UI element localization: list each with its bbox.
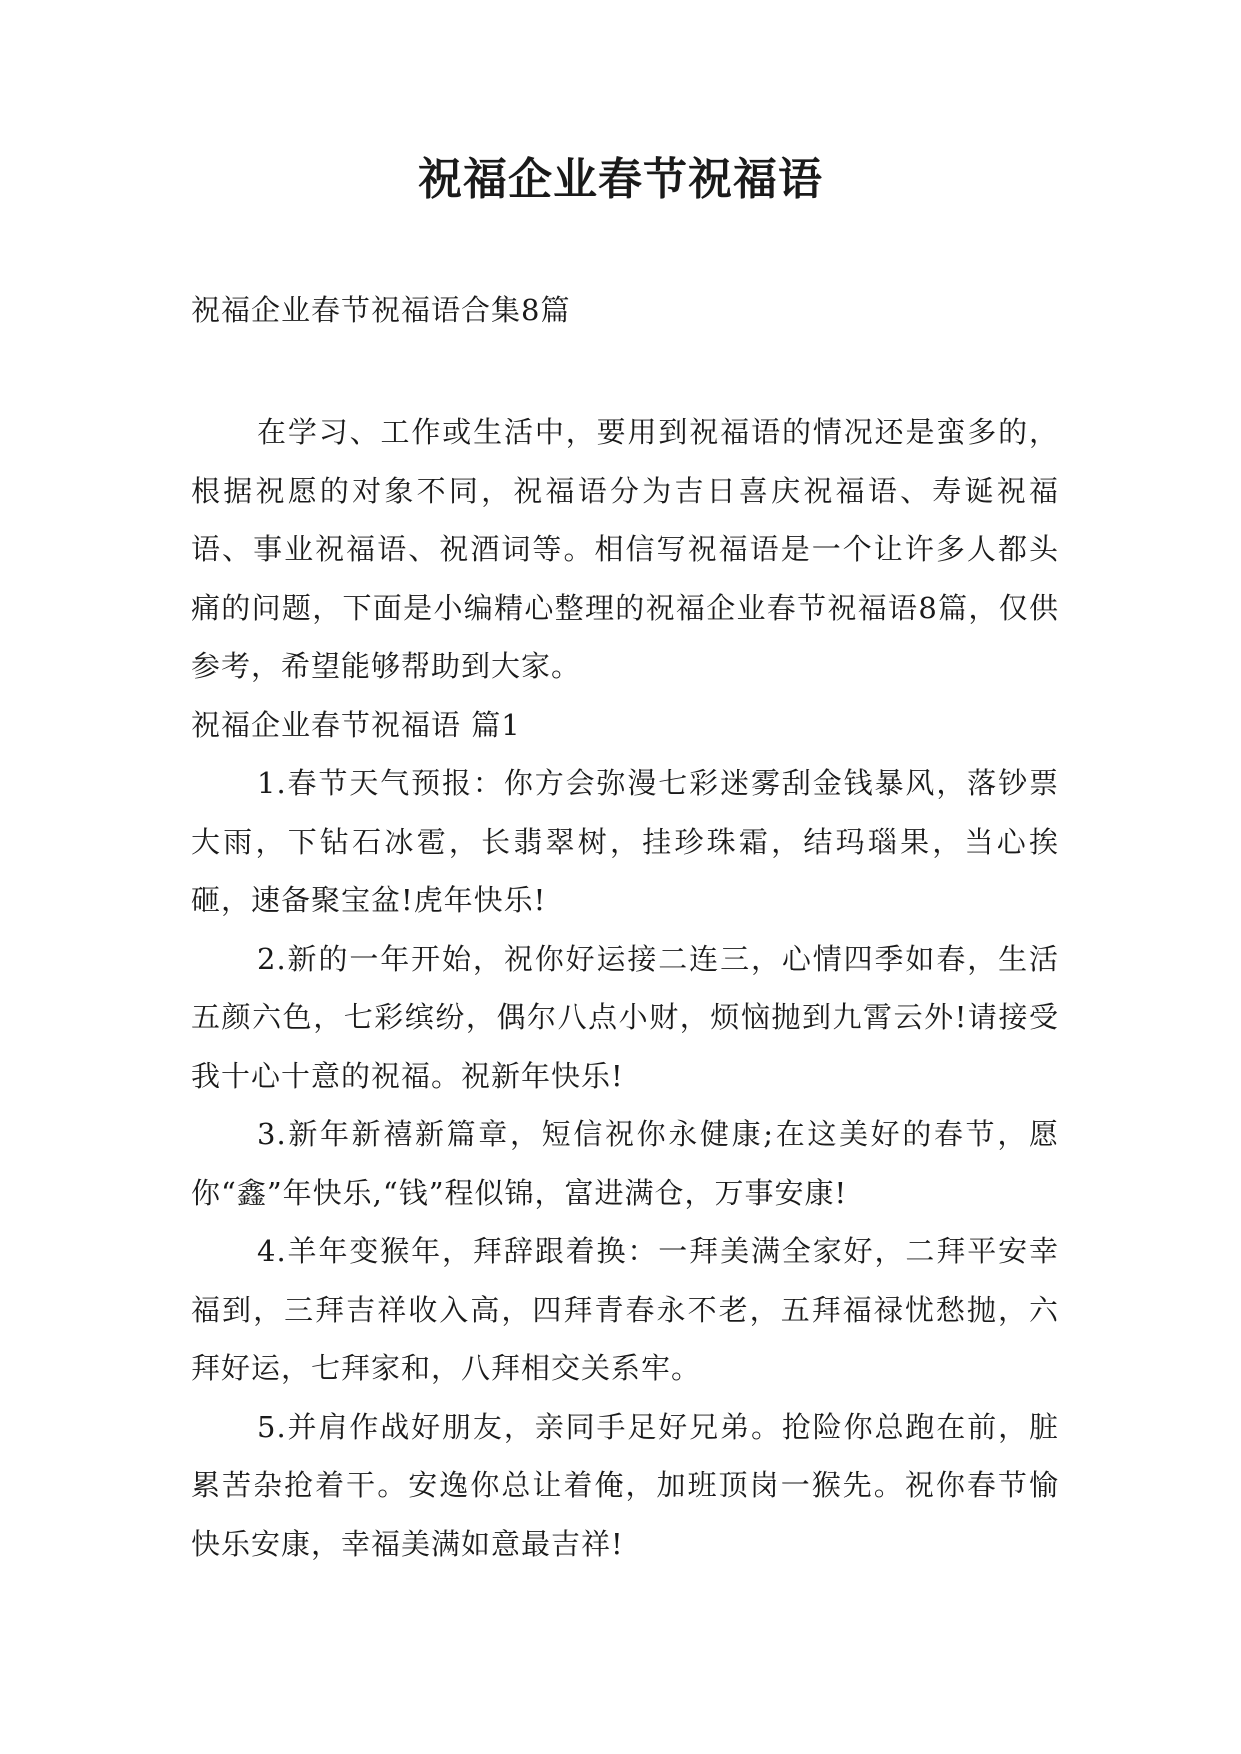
- list-item: 3.新年新禧新篇章，短信祝你永健康;在这美好的春节，愿你“鑫”年快乐,“钱”程似锦，富进满仓，万事安康!: [191, 1117, 1059, 1210]
- list-item: 5.并肩作战好朋友，亲同手足好兄弟。抢险你总跑在前，脏累苦杂抢着干。安逸你总让着俺，加班顶岗一猴先。祝你春节愉快乐安康，幸福美满如意最吉祥!: [191, 1409, 1059, 1561]
- section-heading: 祝福企业春节祝福语 篇1: [191, 707, 521, 742]
- document-body: [191, 403, 1059, 1573]
- list-item: 2.新的一年开始，祝你好运接二连三，心情四季如春，生活五颜六色，七彩缤纷，偶尔八点小财，烦恼抛到九霄云外!请接受我十心十意的祝福。祝新年快乐!: [191, 941, 1059, 1093]
- document-title: 祝福企业春节祝福语: [418, 154, 823, 205]
- intro-paragraph: 在学习、工作或生活中，要用到祝福语的情况还是蛮多的，根据祝愿的对象不同，祝福语分为吉日喜庆祝福语、寿诞祝福语、事业祝福语、祝酒词等。相信写祝福语是一个让许多人都头痛的问题，下面是小编精心整理的祝福企业春节祝福语8篇，仅供参考，希望能够帮助到大家。: [191, 415, 1059, 683]
- list-item: 1.春节天气预报：你方会弥漫七彩迷雾刮金钱暴风，落钞票大雨，下钻石冰雹，长翡翠树，挂珍珠霜，结玛瑙果，当心挨砸，速备聚宝盆!虎年快乐!: [191, 766, 1059, 917]
- document-subtitle: 祝福企业春节祝福语合集8篇: [191, 293, 571, 327]
- list-item: 4.羊年变猴年，拜辞跟着换：一拜美满全家好，二拜平安幸福到，三拜吉祥收入高，四拜青春永不老，五拜福禄忧愁抛，六拜好运，七拜家和，八拜相交关系牢。: [191, 1234, 1059, 1385]
